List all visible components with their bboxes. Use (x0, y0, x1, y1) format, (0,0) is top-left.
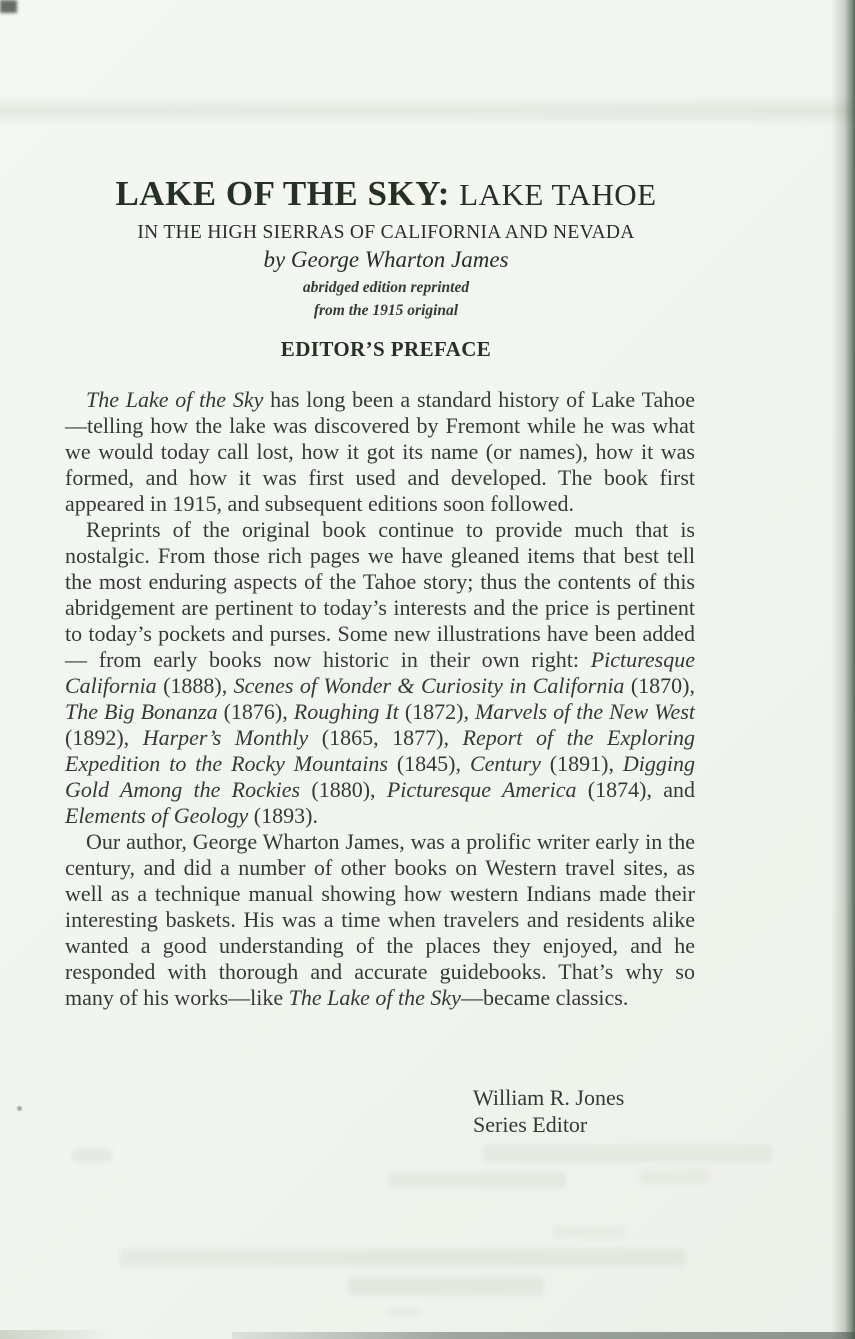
scan-artifact-ghost-text (553, 1226, 625, 1238)
scan-artifact-corner-blob (0, 0, 17, 13)
scan-artifact-speck (17, 1106, 22, 1111)
preface-paragraph: The Lake of the Sky has long been a standard history of Lake Tahoe—telling how the lake was discovered by Fremont while he was what we would today call lost, how it got its name (or names), how it was formed, and how it was first used and developed. The book first appeared in 1915, and subsequent editions soon followed. (65, 387, 696, 516)
preface-body (65, 387, 695, 1011)
section-heading: EDITOR’S PREFACE (280, 337, 492, 361)
scan-artifact-band (0, 96, 855, 126)
scan-artifact-bottom-strip (232, 1332, 855, 1339)
scan-artifact-ghost-text (482, 1145, 772, 1162)
preface-paragraph: Reprints of the original book continue to provide much that is nostalgic. From those rich pages we have gleaned items that best tell the most enduring aspects of the Tahoe story; thus the contents of this abridgement are pertinent to today’s interests and the price is pertinent to today’s pockets and purses. Some new illustrations have been added— from early books now historic in their own right: Picturesque California (1888), Scenes of Wonder & Curiosity in California (1870), The Big Bonanza (1876), Roughing It (1872), Marvels of the New West (1892), Harper’s Monthly (1865, 1877), Report of the Exploring Expedition to the Rocky Mountains (1845), Century (1891), Digging Gold Among the Rockies (1880), Picturesque America (1874), and Elements of Geology (1893). (65, 517, 696, 828)
book-title (65, 176, 707, 213)
edition-note-line2: from the 1915 original (313, 302, 459, 319)
signature-name: William R. Jones (473, 1085, 625, 1110)
book-title-main: LAKE OF THE SKY: (115, 174, 450, 213)
scan-edge-shadow (831, 0, 855, 1339)
scan-artifact-bottom-tint (0, 1330, 110, 1339)
edition-note-line1: abridged edition reprinted (302, 279, 470, 296)
scan-artifact-ghost-text (388, 1172, 566, 1188)
signature-block (473, 1084, 624, 1138)
author-byline: by George Wharton James (263, 247, 509, 272)
scan-artifact-ghost-text (120, 1249, 686, 1266)
signature-role: Series Editor (473, 1112, 588, 1137)
scan-artifact-ghost-text (72, 1148, 112, 1162)
scan-artifact-ghost-text (388, 1308, 420, 1315)
preface-paragraph: Our author, George Wharton James, was a prolific writer early in the century, and did a number of other books on Western travel sites, as well as a technique manual showing how western Indians made their interesting baskets. His was a time when travelers and residents alike wanted a good understanding of the places they enjoyed, and he responded with thorough and accurate guidebooks. That’s why so many of his works—like The Lake of the Sky—became classics. (65, 829, 695, 1010)
book-title-secondary: LAKE TAHOE (459, 177, 657, 212)
book-subtitle: IN THE HIGH SIERRAS OF CALIFORNIA AND NEVADA (137, 222, 635, 243)
scan-artifact-ghost-text (640, 1170, 710, 1184)
scan-artifact-ghost-text (348, 1277, 544, 1295)
